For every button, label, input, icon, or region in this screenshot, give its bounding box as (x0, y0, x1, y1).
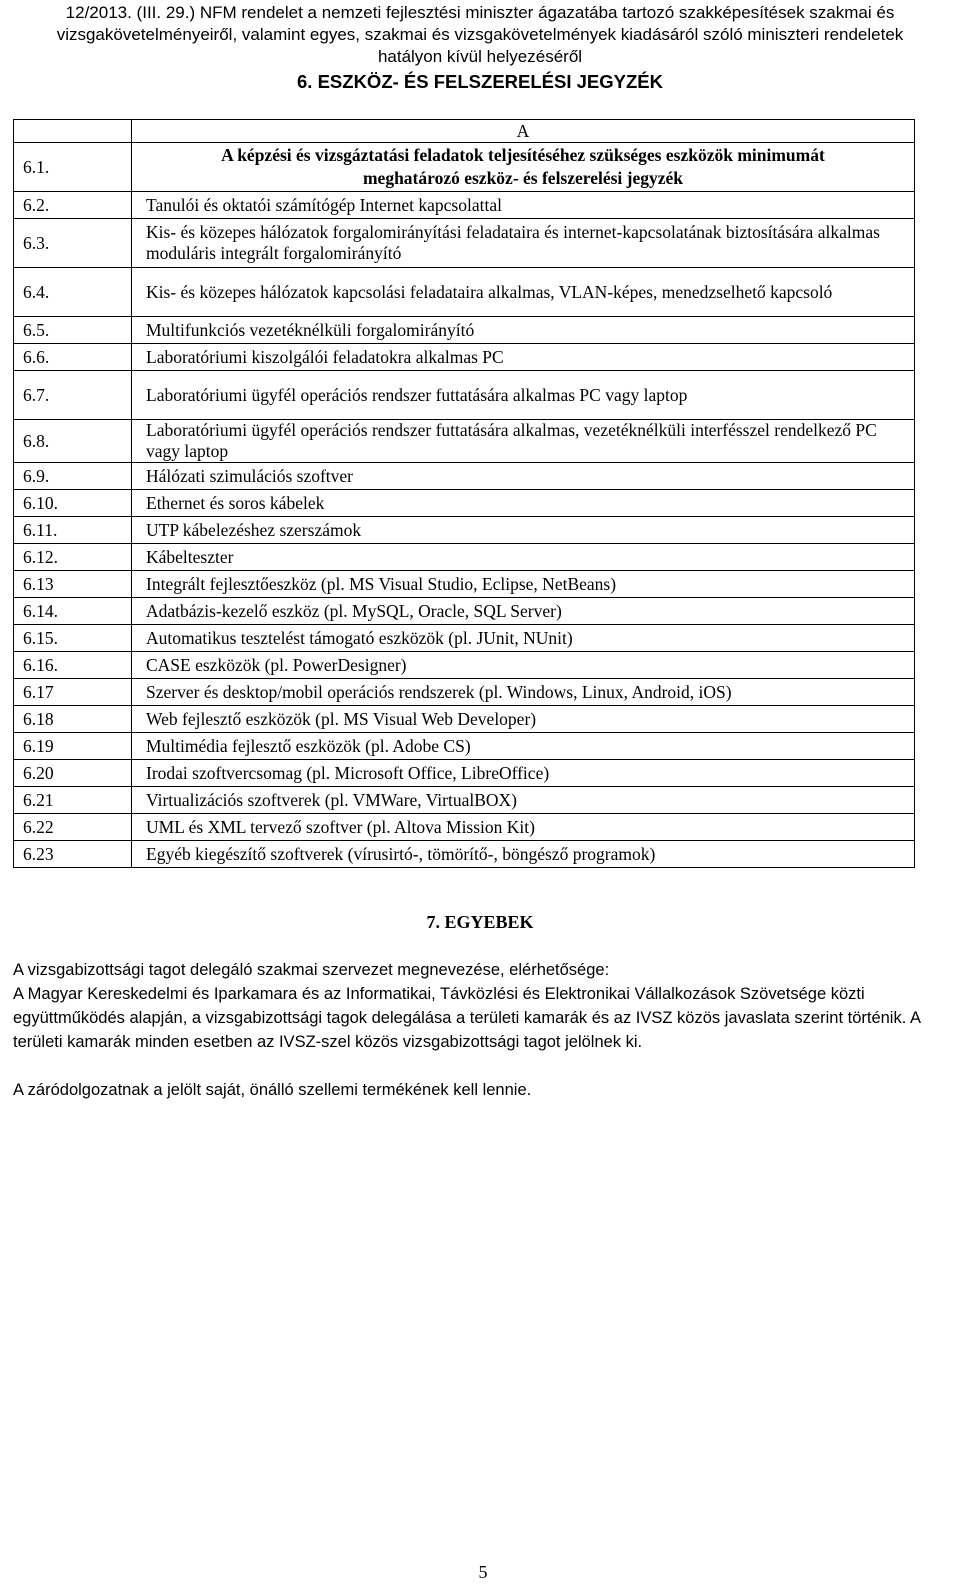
row-number: 6.6. (14, 344, 132, 371)
row-description: Automatikus tesztelést támogató eszközök (pl. JUnit, NUnit) (132, 625, 915, 652)
row-description: Kis- és közepes hálózatok forgalomirányítási feladataira és internet-kapcsolatának biztosítására alkalmas moduláris integrált forgalomirányító (132, 219, 915, 268)
page-number: 5 (478, 1562, 488, 1582)
row-description: Multimédia fejlesztő eszközök (pl. Adobe CS) (132, 733, 915, 760)
table-row (14, 760, 915, 787)
row-description: UML és XML tervező szoftver (pl. Altova Mission Kit) (132, 814, 915, 841)
row-number: 6.9. (14, 463, 132, 490)
table-row (14, 517, 915, 544)
row-description: Tanulói és oktatói számítógép Internet kapcsolattal (132, 192, 915, 219)
row-number: 6.13 (14, 571, 132, 598)
row-number: 6.3. (14, 219, 132, 268)
row-number: 6.20 (14, 760, 132, 787)
table-row (14, 344, 915, 371)
table-row (14, 268, 915, 317)
paragraph-delegation-details: A Magyar Kereskedelmi és Iparkamara és az Informatikai, Távközlési és Elektronikai Vállalkozások Szövetsége közti együttműködés alapján, a vizsgabizottsági tagok delegálása a területi kamarák és az IVSZ közös javaslata szerint történik. A területi kamarák minden esetben az IVSZ-szel közös vizsgabizottsági tagot jelölnek ki. (13, 985, 921, 1051)
table-row (14, 463, 915, 490)
table-header-line-1: A képzési és vizsgáztatási feladatok teljesítéséhez szükséges eszközök minimumát (221, 145, 825, 165)
section-7-title: 7. EGYEBEK (426, 912, 534, 932)
table-row (14, 787, 915, 814)
row-number: 6.2. (14, 192, 132, 219)
row-number: 6.17 (14, 679, 132, 706)
table-row (14, 490, 915, 517)
table-row (14, 420, 915, 463)
row-number: 6.16. (14, 652, 132, 679)
row-description: Szerver és desktop/mobil operációs rendszerek (pl. Windows, Linux, Android, iOS) (132, 679, 915, 706)
row-description: Laboratóriumi ügyfél operációs rendszer futtatására alkalmas, vezetéknélküli interfésszel rendelkező PC vagy laptop (132, 420, 915, 463)
row-description: Virtualizációs szoftverek (pl. VMWare, VirtualBOX) (132, 787, 915, 814)
column-header-row (14, 120, 915, 143)
row-number: 6.1. (14, 143, 132, 192)
row-description: Kis- és közepes hálózatok kapcsolási feladataira alkalmas, VLAN-képes, menedzselhető kapcsoló (132, 268, 915, 317)
table-row (14, 317, 915, 344)
table-row (14, 219, 915, 268)
row-number: 6.12. (14, 544, 132, 571)
document-header (0, 2, 960, 68)
row-description: Egyéb kiegészítő szoftverek (vírusirtó-, tömörítő-, böngésző programok) (132, 841, 915, 868)
row-number: 6.5. (14, 317, 132, 344)
table-row (14, 814, 915, 841)
paragraph-delegating-org: A vizsgabizottsági tagot delegáló szakmai szervezet megnevezése, elérhetősége: (13, 961, 610, 979)
table-row (14, 192, 915, 219)
row-number: 6.15. (14, 625, 132, 652)
row-number: 6.4. (14, 268, 132, 317)
table-row (14, 571, 915, 598)
column-label: A (132, 120, 915, 143)
table-row (14, 598, 915, 625)
column-header-empty (14, 120, 132, 143)
row-description: Laboratóriumi kiszolgálói feladatokra alkalmas PC (132, 344, 915, 371)
equipment-table (13, 119, 915, 868)
row-number: 6.8. (14, 420, 132, 463)
table-header-line-2: meghatározó eszköz- és felszerelési jegyzék (362, 168, 684, 188)
row-number: 6.18 (14, 706, 132, 733)
header-line-2: vizsgakövetelményeiről, valamint egyes, szakmai és vizsgakövetelmények kiadásáról szóló miniszteri rendeletek (56, 25, 904, 44)
header-line-3: hatályon kívül helyezéséről (377, 47, 583, 66)
row-number: 6.23 (14, 841, 132, 868)
row-description: Integrált fejlesztőeszköz (pl. MS Visual Studio, Eclipse, NetBeans) (132, 571, 915, 598)
section-6-title: 6. ESZKÖZ- ÉS FELSZERELÉSI JEGYZÉK (297, 71, 663, 92)
row-description: Laboratóriumi ügyfél operációs rendszer futtatására alkalmas PC vagy laptop (132, 371, 915, 420)
row-description: CASE eszközök (pl. PowerDesigner) (132, 652, 915, 679)
table-header-row (14, 143, 915, 192)
row-description: Adatbázis-kezelő eszköz (pl. MySQL, Oracle, SQL Server) (132, 598, 915, 625)
row-description: Hálózati szimulációs szoftver (132, 463, 915, 490)
row-number: 6.11. (14, 517, 132, 544)
row-description: Irodai szoftvercsomag (pl. Microsoft Office, LibreOffice) (132, 760, 915, 787)
paragraph-thesis-note: A záródolgozatnak a jelölt saját, önálló szellemi termékének kell lennie. (13, 1081, 532, 1099)
table-row (14, 841, 915, 868)
row-number: 6.22 (14, 814, 132, 841)
table-row (14, 544, 915, 571)
row-description: Ethernet és soros kábelek (132, 490, 915, 517)
row-number: 6.21 (14, 787, 132, 814)
table-row (14, 371, 915, 420)
row-number: 6.7. (14, 371, 132, 420)
row-description: UTP kábelezéshez szerszámok (132, 517, 915, 544)
table-row (14, 625, 915, 652)
table-header-text (132, 143, 915, 192)
row-number: 6.19 (14, 733, 132, 760)
table-row (14, 652, 915, 679)
table-row (14, 679, 915, 706)
row-number: 6.14. (14, 598, 132, 625)
row-description: Multifunkciós vezetéknélküli forgalomirányító (132, 317, 915, 344)
row-description: Kábelteszter (132, 544, 915, 571)
table-row (14, 733, 915, 760)
row-description: Web fejlesztő eszközök (pl. MS Visual Web Developer) (132, 706, 915, 733)
table-row (14, 706, 915, 733)
header-line-1: 12/2013. (III. 29.) NFM rendelet a nemzeti fejlesztési miniszter ágazatába tartozó szakképesítések szakmai és (65, 3, 895, 22)
row-number: 6.10. (14, 490, 132, 517)
